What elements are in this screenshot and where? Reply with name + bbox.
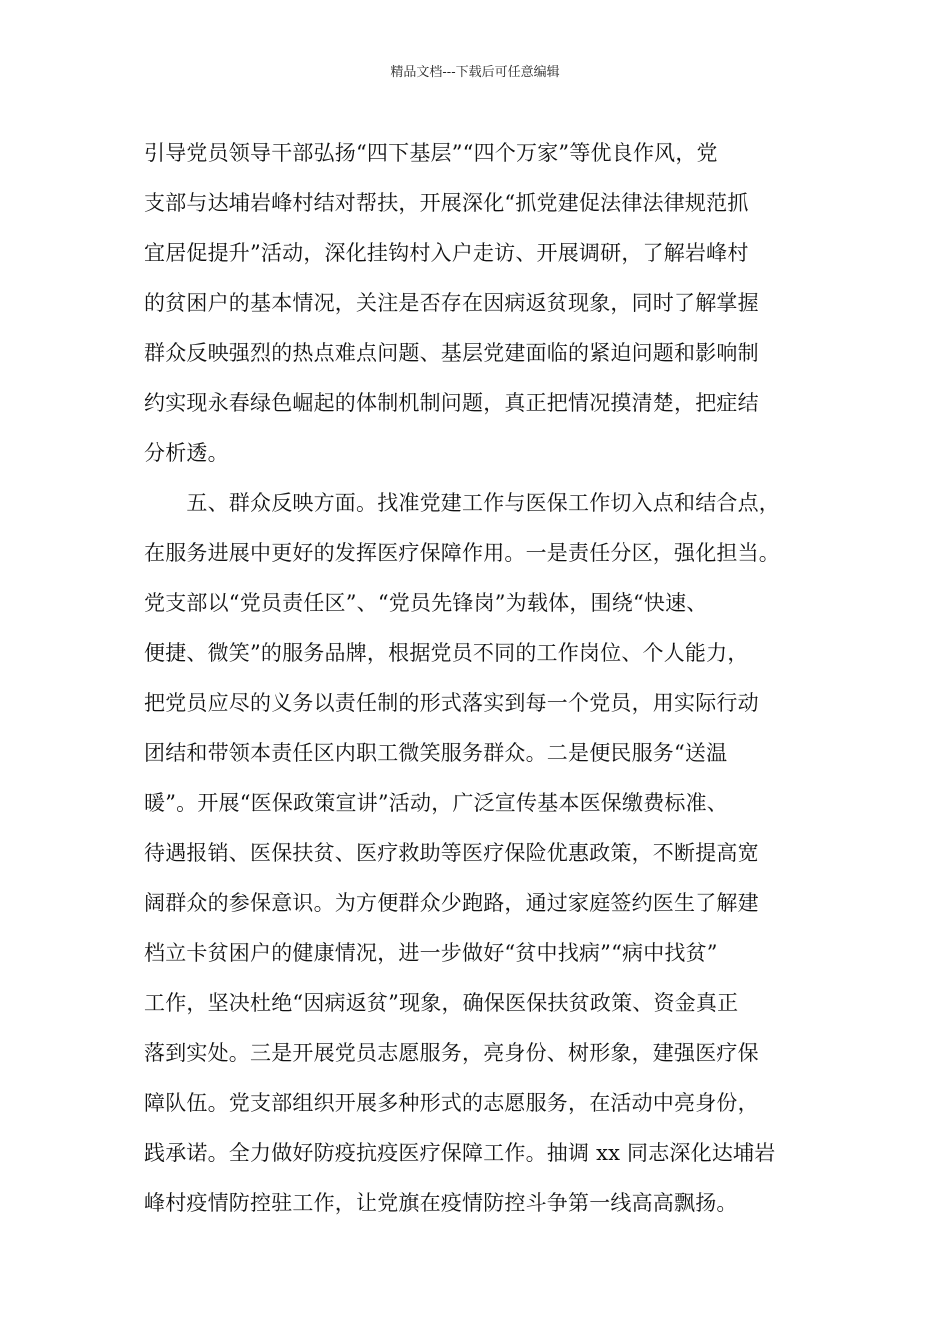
text-line: 团结和带领本责任区内职工微笑服务群众。二是便民服务“送温 xyxy=(144,741,728,765)
text-line: 分析透。 xyxy=(144,441,229,465)
text-line: 的贫困户的基本情况，关注是否存在因病返贫现象，同时了解掌握 xyxy=(144,291,759,315)
text-line: 档立卡贫困户的健康情况，进一步做好“贫中找病”“病中找贫” xyxy=(144,941,718,965)
text-line: 把党员应尽的义务以责任制的形式落实到每一个党员，用实际行动 xyxy=(144,691,759,715)
document-body xyxy=(144,128,824,1228)
text-line: 暖”。开展“医保政策宣讲”活动，广泛宣传基本医保缴费标准、 xyxy=(144,791,729,815)
text-line: 阔群众的参保意识。为方便群众少跑路，通过家庭签约医生了解建 xyxy=(144,891,759,915)
text-line: 群众反映强烈的热点难点问题、基层党建面临的紧迫问题和影响制 xyxy=(144,341,759,365)
text-line: 践承诺。全力做好防疫抗疫医疗保障工作。抽调 xx 同志深化达埔岩 xyxy=(144,1141,776,1165)
text-line: 支部与达埔岩峰村结对帮扶，开展深化“抓党建促法律法律规范抓 xyxy=(144,191,749,215)
page-header: 精品文档---下载后可任意编辑 xyxy=(390,65,560,80)
text-line: 落到实处。三是开展党员志愿服务，亮身份、树形象，建强医疗保 xyxy=(144,1041,759,1065)
text-line: 在服务进展中更好的发挥医疗保障作用。一是责任分区，强化担当。 xyxy=(144,541,780,565)
text-line: 引导党员领导干部弘扬“四下基层”“四个万家”等优良作风，党 xyxy=(144,141,718,165)
text-line: 障队伍。党支部组织开展多种形式的志愿服务，在活动中亮身份， xyxy=(144,1091,759,1115)
text-line: 峰村疫情防控驻工作，让党旗在疫情防控斗争第一线高高飘扬。 xyxy=(144,1191,738,1215)
text-line: 约实现永春绿色崛起的体制机制问题，真正把情况摸清楚，把症结 xyxy=(144,391,759,415)
text-line: 待遇报销、医保扶贫、医疗救助等医疗保险优惠政策，不断提高宽 xyxy=(144,841,759,865)
text-line: 党支部以“党员责任区”、“党员先锋岗”为载体，围绕“快速、 xyxy=(144,591,708,615)
text-line: 便捷、微笑”的服务品牌，根据党员不同的工作岗位、个人能力， xyxy=(144,641,749,665)
text-line: 工作，坚决杜绝“因病返贫”现象，确保医保扶贫政策、资金真正 xyxy=(144,991,739,1015)
text-line: 宜居促提升”活动，深化挂钩村入户走访、开展调研，了解岩峰村 xyxy=(144,241,749,265)
text-line: 五、群众反映方面。找准党建工作与医保工作切入点和结合点， xyxy=(144,491,780,515)
